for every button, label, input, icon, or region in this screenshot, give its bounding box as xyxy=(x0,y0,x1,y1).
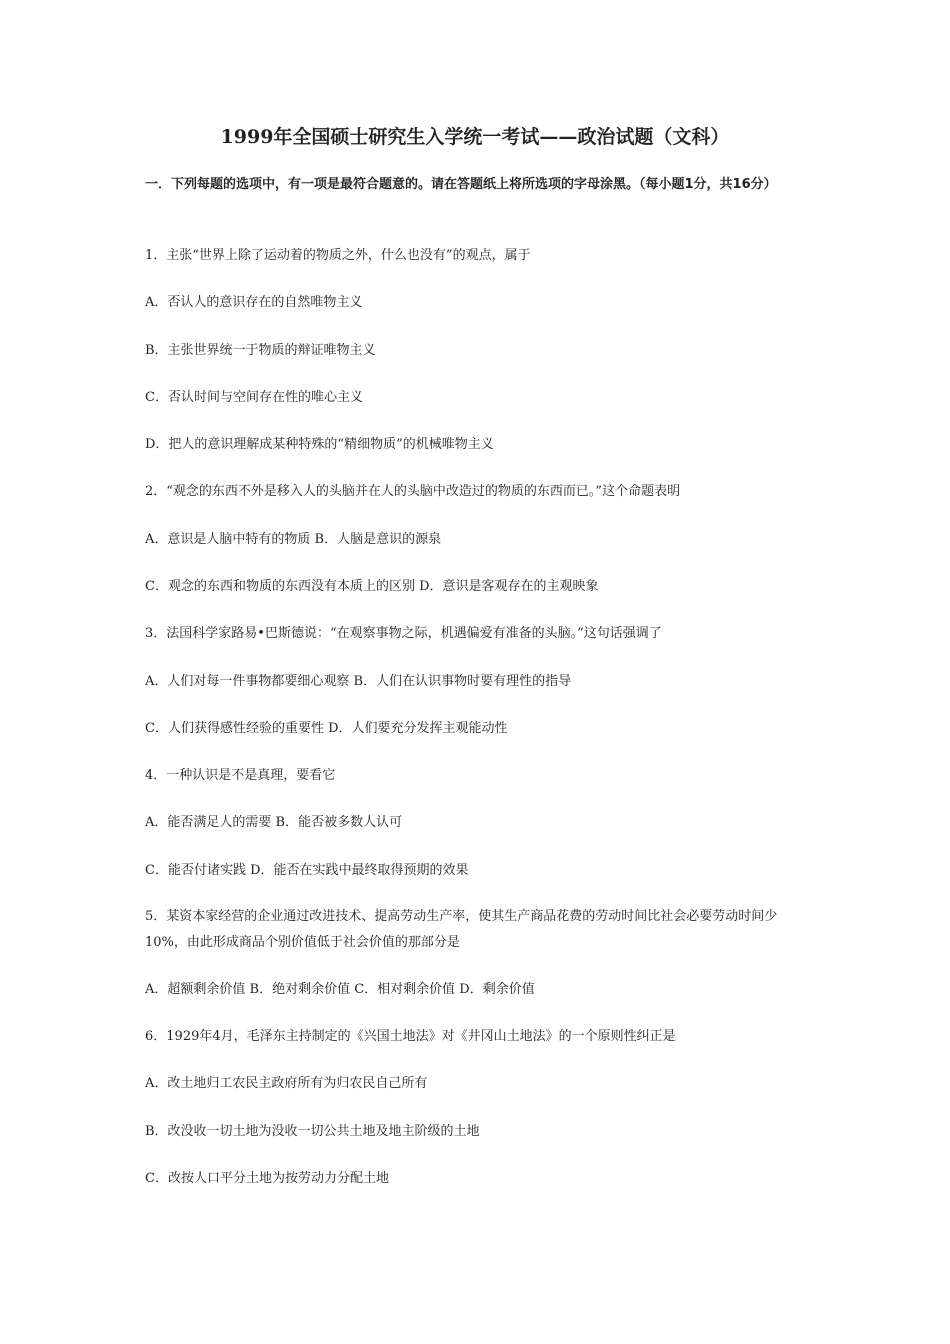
q6-option-a: A．改土地归工农民主政府所有为归农民自己所有 xyxy=(145,1076,428,1091)
q1-option-d: D．把人的意识理解成某种特殊的“精细物质”的机械唯物主义 xyxy=(145,437,494,452)
question-6: 6．1929年4月，毛泽东主持制定的《兴国土地法》对《井冈山土地法》的一个原则性纠正是 xyxy=(145,1029,676,1044)
document-title: 1999年全国硕士研究生入学统一考试——政治试题（文科） xyxy=(220,126,730,148)
question-3: 3．法国科学家路易•巴斯德说：“在观察事物之际，机遇偏爱有准备的头脑。”这句话强调了 xyxy=(145,626,662,641)
question-4: 4．一种认识是不是真理，要看它 xyxy=(145,768,336,783)
q2-options-ab: A．意识是人脑中特有的物质 B．人脑是意识的源泉 xyxy=(145,532,442,547)
question-5: 5．某资本家经营的企业通过改进技术、提高劳动生产率，使其生产商品花费的劳动时间比社会必要劳动时间少10%，由此形成商品个别价值低于社会价值的那部分是 xyxy=(145,909,778,950)
q1-option-c: C．否认时间与空间存在性的唯心主义 xyxy=(145,390,363,405)
question-1: 1．主张“世界上除了运动着的物质之外，什么也没有”的观点，属于 xyxy=(145,248,531,263)
q1-option-b: B．主张世界统一于物质的辩证唯物主义 xyxy=(145,343,376,358)
q3-options-cd: C．人们获得感性经验的重要性 D．人们要充分发挥主观能动性 xyxy=(145,721,508,736)
q4-options-cd: C．能否付诸实践 D．能否在实践中最终取得预期的效果 xyxy=(145,863,469,878)
question-2: 2．“观念的东西不外是移入人的头脑并在人的头脑中改造过的物质的东西而已。”这个命题表明 xyxy=(145,484,681,499)
q2-options-cd: C．观念的东西和物质的东西没有本质上的区别 D．意识是客观存在的主观映象 xyxy=(145,579,599,594)
q5-options: A．超额剩余价值 B．绝对剩余价值 C．相对剩余价值 D．剩余价值 xyxy=(145,982,535,997)
section-heading: 一．下列每题的选项中，有一项是最符合题意的。请在答题纸上将所选项的字母涂黑。（每小题1分，共16分） xyxy=(145,177,777,192)
q4-options-ab: A．能否满足人的需要 B．能否被多数人认可 xyxy=(145,815,403,830)
q1-option-a: A．否认人的意识存在的自然唯物主义 xyxy=(145,295,363,310)
q6-option-c: C．改按人口平分土地为按劳动力分配土地 xyxy=(145,1171,389,1186)
q3-options-ab: A．人们对每一件事物都要细心观察 B．人们在认识事物时要有理性的指导 xyxy=(145,674,572,689)
q6-option-b: B．改没收一切土地为没收一切公共土地及地主阶级的土地 xyxy=(145,1124,480,1139)
